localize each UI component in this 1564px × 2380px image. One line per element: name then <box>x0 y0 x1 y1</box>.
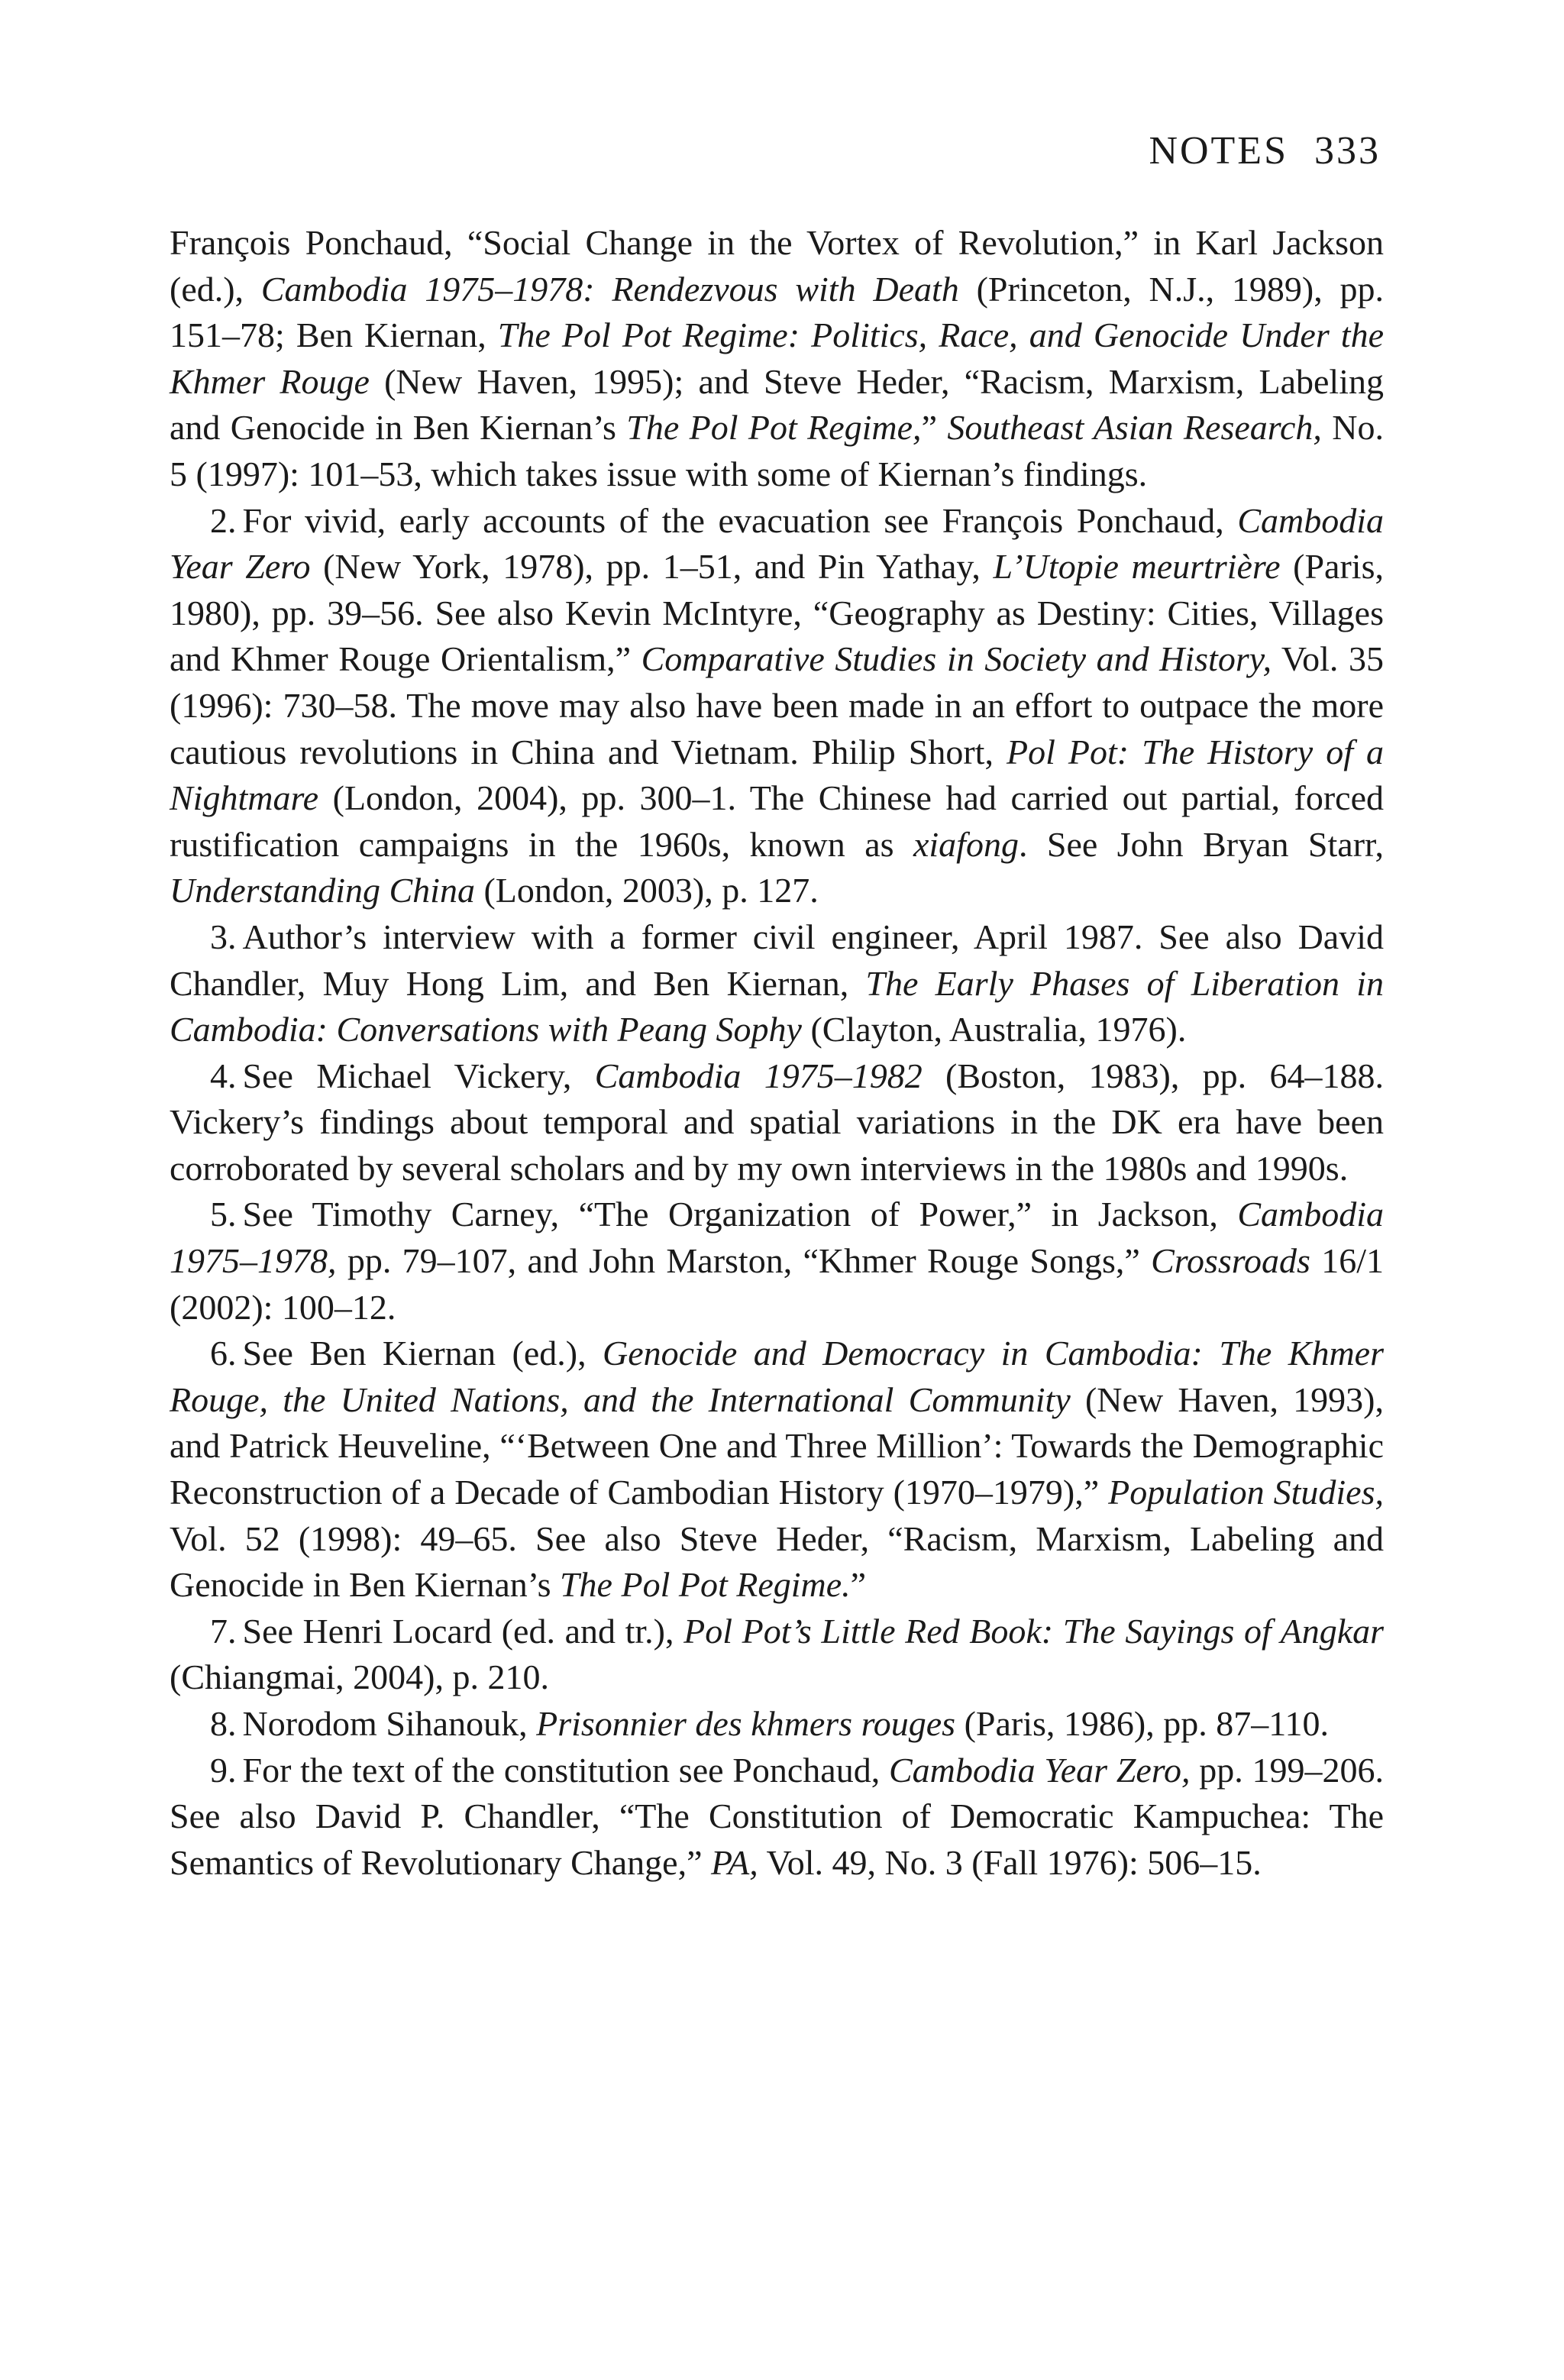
endnote <box>170 1701 1384 1748</box>
endnote-number: 8. <box>210 1704 237 1743</box>
endnote <box>170 1331 1384 1609</box>
citation-title: Crossroads <box>1151 1241 1310 1281</box>
note-text: . See John Bryan Starr, <box>1018 824 1385 864</box>
note-text: Norodom Sihanouk, <box>242 1704 537 1743</box>
citation-title: Cambodia Year Zero, <box>888 1750 1191 1790</box>
note-text: ” <box>921 408 948 448</box>
citation-title: L’Utopie meurtrière <box>993 547 1281 587</box>
note-text: (Clayton, Australia, 1976). <box>801 1010 1187 1049</box>
endnote-number: 5. <box>210 1195 237 1234</box>
citation-title: Comparative Studies in Society and History, <box>641 639 1272 679</box>
citation-title: Cambodia 1975–1982 <box>594 1056 923 1095</box>
citation-title: Southeast Asian Research, <box>947 408 1322 448</box>
endnote-number: 3. <box>210 917 237 956</box>
citation-title: The Pol Pot Regime. <box>559 1565 851 1605</box>
citation-title: Pol Pot’s Little Red Book: The Sayings of Angkar <box>683 1611 1385 1651</box>
endnote-number: 7. <box>210 1611 237 1651</box>
citation-title: The Early Phases of Liberation in Cambodia: Conversations with Peang Sophy <box>170 963 1384 1049</box>
note-text: Vol. 49, No. 3 (Fall 1976): 506–15. <box>758 1842 1262 1882</box>
citation-title: PA, <box>711 1842 758 1882</box>
note-text: (London, 2003), p. 127. <box>474 871 819 910</box>
note-text: See Timothy Carney, “The Organization of Power,” in Jackson, <box>242 1195 1238 1234</box>
endnote-number: 4. <box>210 1056 237 1095</box>
note-text: Vol. 52 (1998): 49–65. See also Steve Heder, “Racism, Marxism, Labeling and Genocide in Ben Kiernan’s <box>170 1518 1384 1605</box>
endnote <box>170 1053 1384 1192</box>
note-text: pp. 199–206. See also David P. Chandler, “The Constitution of Democratic Kampuchea: The Semantics of Revolutionary Change,” <box>170 1750 1385 1882</box>
endnote <box>170 1748 1384 1887</box>
citation-title: Cambodia 1975–1978: Rendezvous with Death <box>260 269 959 309</box>
endnote-number: 6. <box>210 1334 237 1373</box>
citation-title: Pol Pot: The History of a Nightmare <box>170 732 1385 818</box>
note-text: (New York, 1978), pp. 1–51, and Pin Yathay, <box>310 547 994 587</box>
note-text: Vol. 35 (1996): 730–58. The move may also have been made in an effort to outpace the more cautious revolutions in China and Vietnam. Philip Short, <box>170 639 1384 771</box>
note-text: (New Haven, 1995); and Steve Heder, “Racism, Marxism, Labeling and Genocide in Ben Kiernan’s <box>170 361 1384 448</box>
note-text: See Ben Kiernan (ed.), <box>242 1334 603 1373</box>
citation-title: Cambodia Year Zero <box>170 500 1384 587</box>
citation-title: Genocide and Democracy in Cambodia: The Khmer Rouge, the United Nations, and the International Community <box>170 1334 1384 1419</box>
note-text: ” <box>850 1565 867 1605</box>
note-text: For vivid, early accounts of the evacuation see François Ponchaud, <box>242 500 1238 540</box>
page-number: 333 <box>1314 129 1381 173</box>
endnote-continuation <box>170 220 1384 498</box>
running-head-section: NOTES <box>1149 129 1288 173</box>
note-text: François Ponchaud, “Social Change in the Vortex of Revolution,” in Karl Jackson (ed.), <box>170 223 1384 309</box>
citation-title: xiafong <box>913 824 1019 864</box>
note-text: (Boston, 1983), pp. 64–188. Vickery’s findings about temporal and spatial variations in the DK era have been corroborated by several scholars and by my own interviews in the 1980s and 1990s. <box>170 1056 1385 1188</box>
endnote <box>170 1609 1384 1701</box>
note-text: No. 5 (1997): 101–53, which takes issue with some of Kiernan’s findings. <box>170 408 1384 493</box>
endnote-number: 9. <box>210 1750 237 1790</box>
citation-title: Cambodia 1975–1978, <box>170 1195 1384 1281</box>
endnote-number: 2. <box>210 500 237 540</box>
note-text: 16/1 (2002): 100–12. <box>170 1241 1385 1327</box>
note-text: See Michael Vickery, <box>242 1056 595 1095</box>
note-text: pp. 79–107, and John Marston, “Khmer Rouge Songs,” <box>336 1241 1152 1281</box>
note-text: (Paris, 1986), pp. 87–110. <box>955 1704 1330 1743</box>
note-text: (Paris, 1980), pp. 39–56. See also Kevin McIntyre, “Geography as Destiny: Cities, Villages and Khmer Rouge Orientalism,” <box>170 547 1384 679</box>
citation-title: Population Studies, <box>1108 1473 1384 1512</box>
endnote <box>170 1192 1384 1331</box>
citation-title: The Pol Pot Regime, <box>626 408 922 448</box>
note-text: (New Haven, 1993), and Patrick Heuveline, “‘Between One and Three Million’: Towards the Demographic Reconstruction of a Decade of Cambodian History (1970–1979),” <box>170 1379 1384 1512</box>
citation-title: Prisonnier des khmers rouges <box>536 1704 956 1743</box>
note-text: Author’s interview with a former civil engineer, April 1987. See also David Chandler, Muy Hong Lim, and Ben Kiernan, <box>170 917 1384 1003</box>
endnote <box>170 914 1384 1053</box>
endnote <box>170 498 1384 914</box>
citation-title: Understanding China <box>170 871 475 910</box>
note-text: (London, 2004), pp. 300–1. The Chinese had carried out partial, forced rustification campaigns in the 1960s, known as <box>170 778 1384 864</box>
note-text: See Henri Locard (ed. and tr.), <box>242 1611 684 1651</box>
citation-title: The Pol Pot Regime: Politics, Race, and Genocide Under the Khmer Rouge <box>170 315 1384 401</box>
note-text: (Princeton, N.J., 1989), pp. 151–78; Ben Kiernan, <box>170 269 1384 355</box>
running-head <box>1149 128 1381 174</box>
note-text: (Chiangmai, 2004), p. 210. <box>170 1657 549 1697</box>
endnotes-list <box>170 220 1384 1886</box>
note-text: For the text of the constitution see Ponchaud, <box>242 1750 889 1790</box>
